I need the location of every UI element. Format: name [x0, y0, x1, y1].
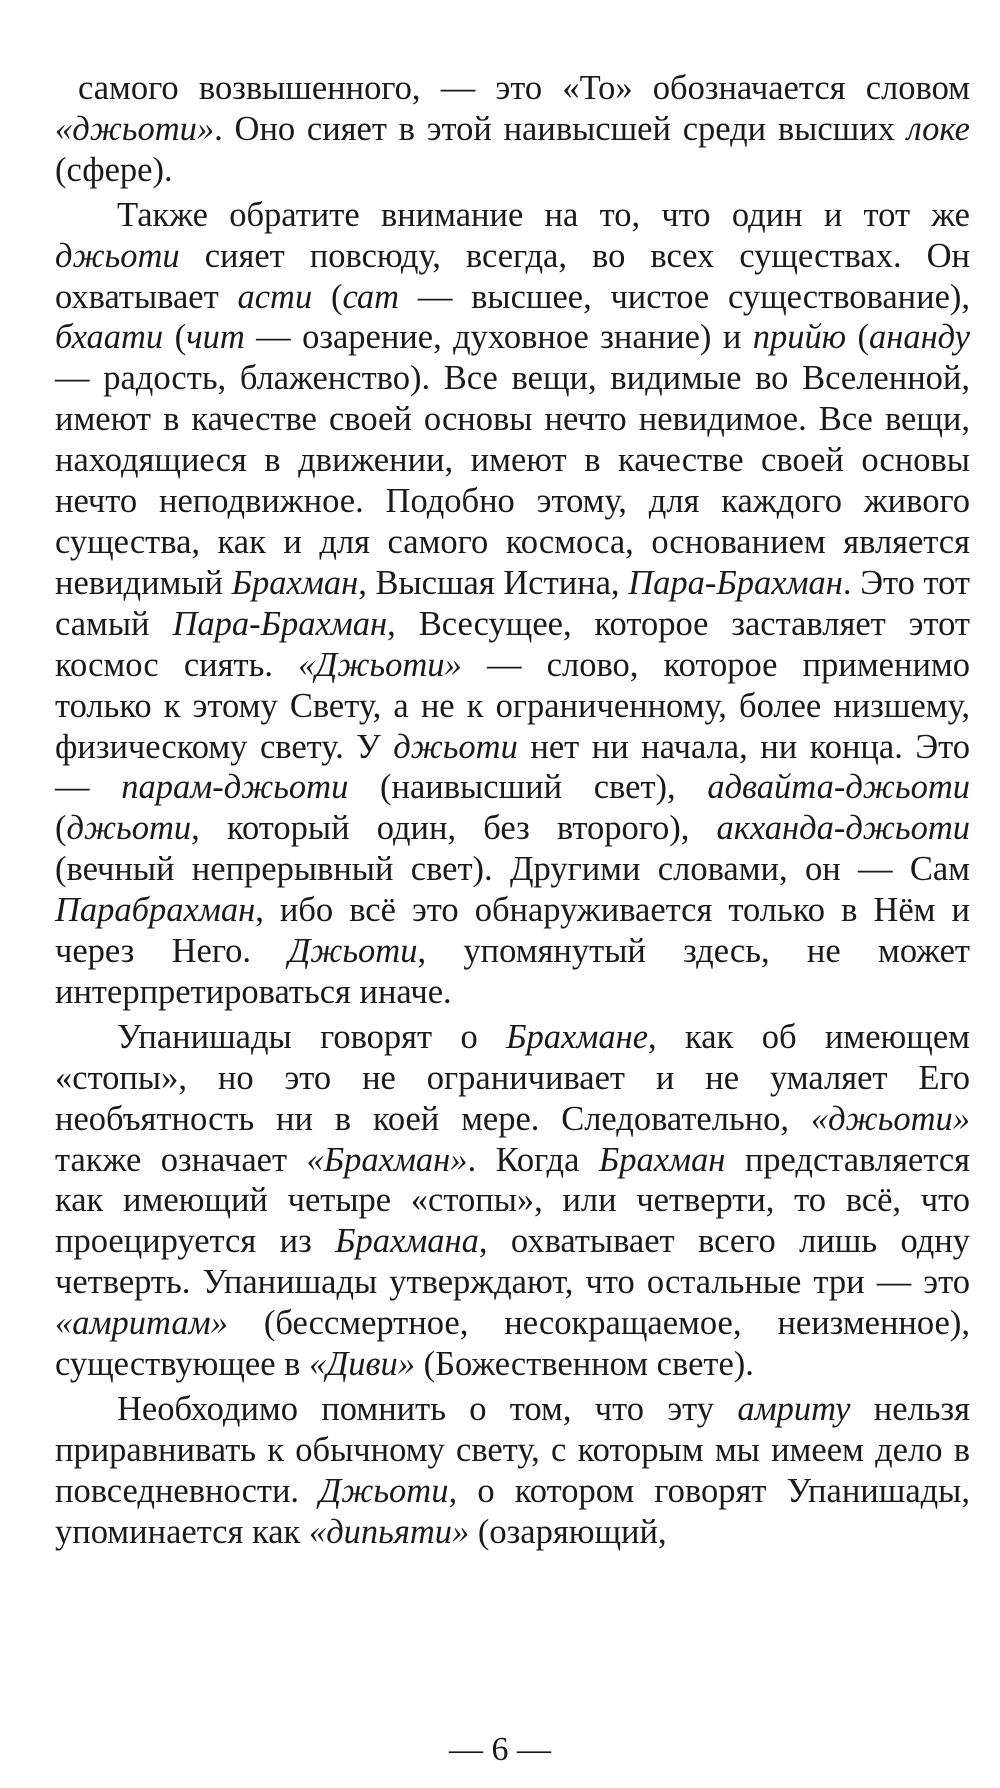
paragraph: [55, 1017, 970, 1385]
italic-term: Брахман: [231, 563, 359, 602]
text-run: Также обратите внимание на то, что один и тот же: [117, 195, 970, 234]
text-run: . Когда: [467, 1140, 599, 1179]
italic-term: бхаати: [55, 318, 164, 357]
text-run: (: [163, 318, 187, 357]
italic-term: джьоти: [66, 809, 192, 848]
page-number: — 6 —: [449, 1731, 551, 1768]
paragraph: [55, 1389, 970, 1553]
text-run: самого возвышенного, — это «То» обозначается словом: [78, 69, 970, 107]
italic-term: Брахмане: [506, 1017, 649, 1056]
italic-term: «джьоти»: [55, 109, 215, 148]
text-run: — высшее, чистое существование),: [399, 277, 970, 316]
text-run: (бессмертное, несокращаемое, неизменное), существующее в: [55, 1304, 970, 1384]
text-run: нет ни начала, ни конца. Это —: [55, 727, 970, 807]
italic-term: Брахмана: [335, 1222, 479, 1261]
italic-term: сат: [342, 277, 400, 316]
text-run: представляется как имеющий четыре «стопы», или четверти, то всё, что проецируется из: [55, 1140, 971, 1261]
text-run: также означает: [55, 1140, 307, 1179]
italic-term: ананду: [868, 318, 970, 357]
italic-term: «Джьоти»: [298, 645, 462, 684]
text-run: — слово, которое применимо только к этому Свету, а не к ограниченному, более низшему, физическому свету. У: [55, 645, 970, 766]
italic-term: адвайта-джьоти: [707, 768, 971, 807]
text-run: (Божественном свете).: [415, 1345, 754, 1384]
text-run: , как об имеющем «стопы», но это не ограничивает и не умаляет Его необъятность ни в коей мере. Следовательно,: [55, 1017, 970, 1138]
italic-term: акханда-джьоти: [716, 809, 970, 848]
italic-term: Пара-Брахман: [628, 563, 843, 602]
italic-term: «Брахман»: [306, 1140, 468, 1179]
text-run: (: [312, 277, 343, 316]
italic-term: прийю: [752, 318, 847, 357]
text-run: нельзя приравнивать к обычному свету, с которым мы имеем дело в повседневности.: [55, 1390, 970, 1510]
italic-term: амриту: [737, 1390, 851, 1428]
italic-term: Парабрахман: [55, 891, 256, 930]
text-run: , охватывает всего лишь одну четверть. Упанишады утверждают, что остальные три — это: [55, 1222, 971, 1302]
italic-term: «дипьяти»: [308, 1512, 470, 1551]
italic-term: Джьоти: [319, 1471, 449, 1510]
body-text: [55, 68, 970, 1553]
text-run: — озарение, духовное знание) и: [244, 318, 753, 357]
text-run: , ибо всё это обнаруживается только в Нём и через Него.: [55, 891, 970, 971]
italic-term: Пара-Брахман: [172, 604, 388, 643]
text-run: , Всесущее, которое заставляет этот космос сиять.: [55, 604, 970, 684]
text-run: , о котором говорят Упанишады, упоминается как: [55, 1471, 970, 1551]
italic-term: «джьоти»: [810, 1099, 970, 1138]
text-run: Упанишады говорят о: [117, 1017, 507, 1056]
text-run: (озаряющий,: [469, 1512, 667, 1551]
italic-term: «амритам»: [55, 1304, 228, 1343]
italic-term: джьоти: [55, 236, 180, 275]
italic-term: Джьоти: [288, 932, 418, 971]
italic-term: чит: [186, 318, 245, 357]
text-run: . Это тот самый: [55, 563, 970, 643]
text-run: (сфере).: [55, 150, 173, 189]
text-run: , Высшая Истина,: [358, 563, 629, 602]
italic-term: «Диви»: [309, 1345, 416, 1384]
text-run: (: [846, 318, 869, 357]
italic-term: Брахман: [598, 1140, 726, 1179]
italic-term: локе: [906, 109, 970, 148]
text-run: , упомянутый здесь, не может интерпретироваться иначе.: [55, 932, 970, 1011]
italic-term: асти: [237, 277, 313, 316]
paragraph: [55, 68, 970, 191]
text-run: (вечный непрерывный свет). Другими словами, он — Сам: [55, 850, 970, 889]
text-run: Необходимо помнить о том, что эту: [117, 1390, 738, 1428]
text-run: (наивысший свет),: [348, 768, 708, 807]
italic-term: джьоти: [393, 727, 518, 766]
text-run: . Оно сияет в этой наивысшей среди высших: [214, 109, 907, 148]
paragraph: [55, 195, 970, 1013]
text-run: — радость, блаженство). Все вещи, видимые во Вселенной, имеют в качестве своей основы нечто невидимое. Все вещи, находящиеся в движении, имеют в качестве своей основы нечто неподвижное. Подобно этому, для каждого живого существа, как и для самого космоса, основанием является невидимый: [55, 359, 970, 602]
text-run: , который один, без второго),: [191, 809, 717, 848]
italic-term: парам-джьоти: [121, 768, 349, 807]
text-run: (: [55, 809, 67, 848]
text-run: сияет повсюду, всегда, во всех существах. Он охватывает: [55, 236, 970, 316]
